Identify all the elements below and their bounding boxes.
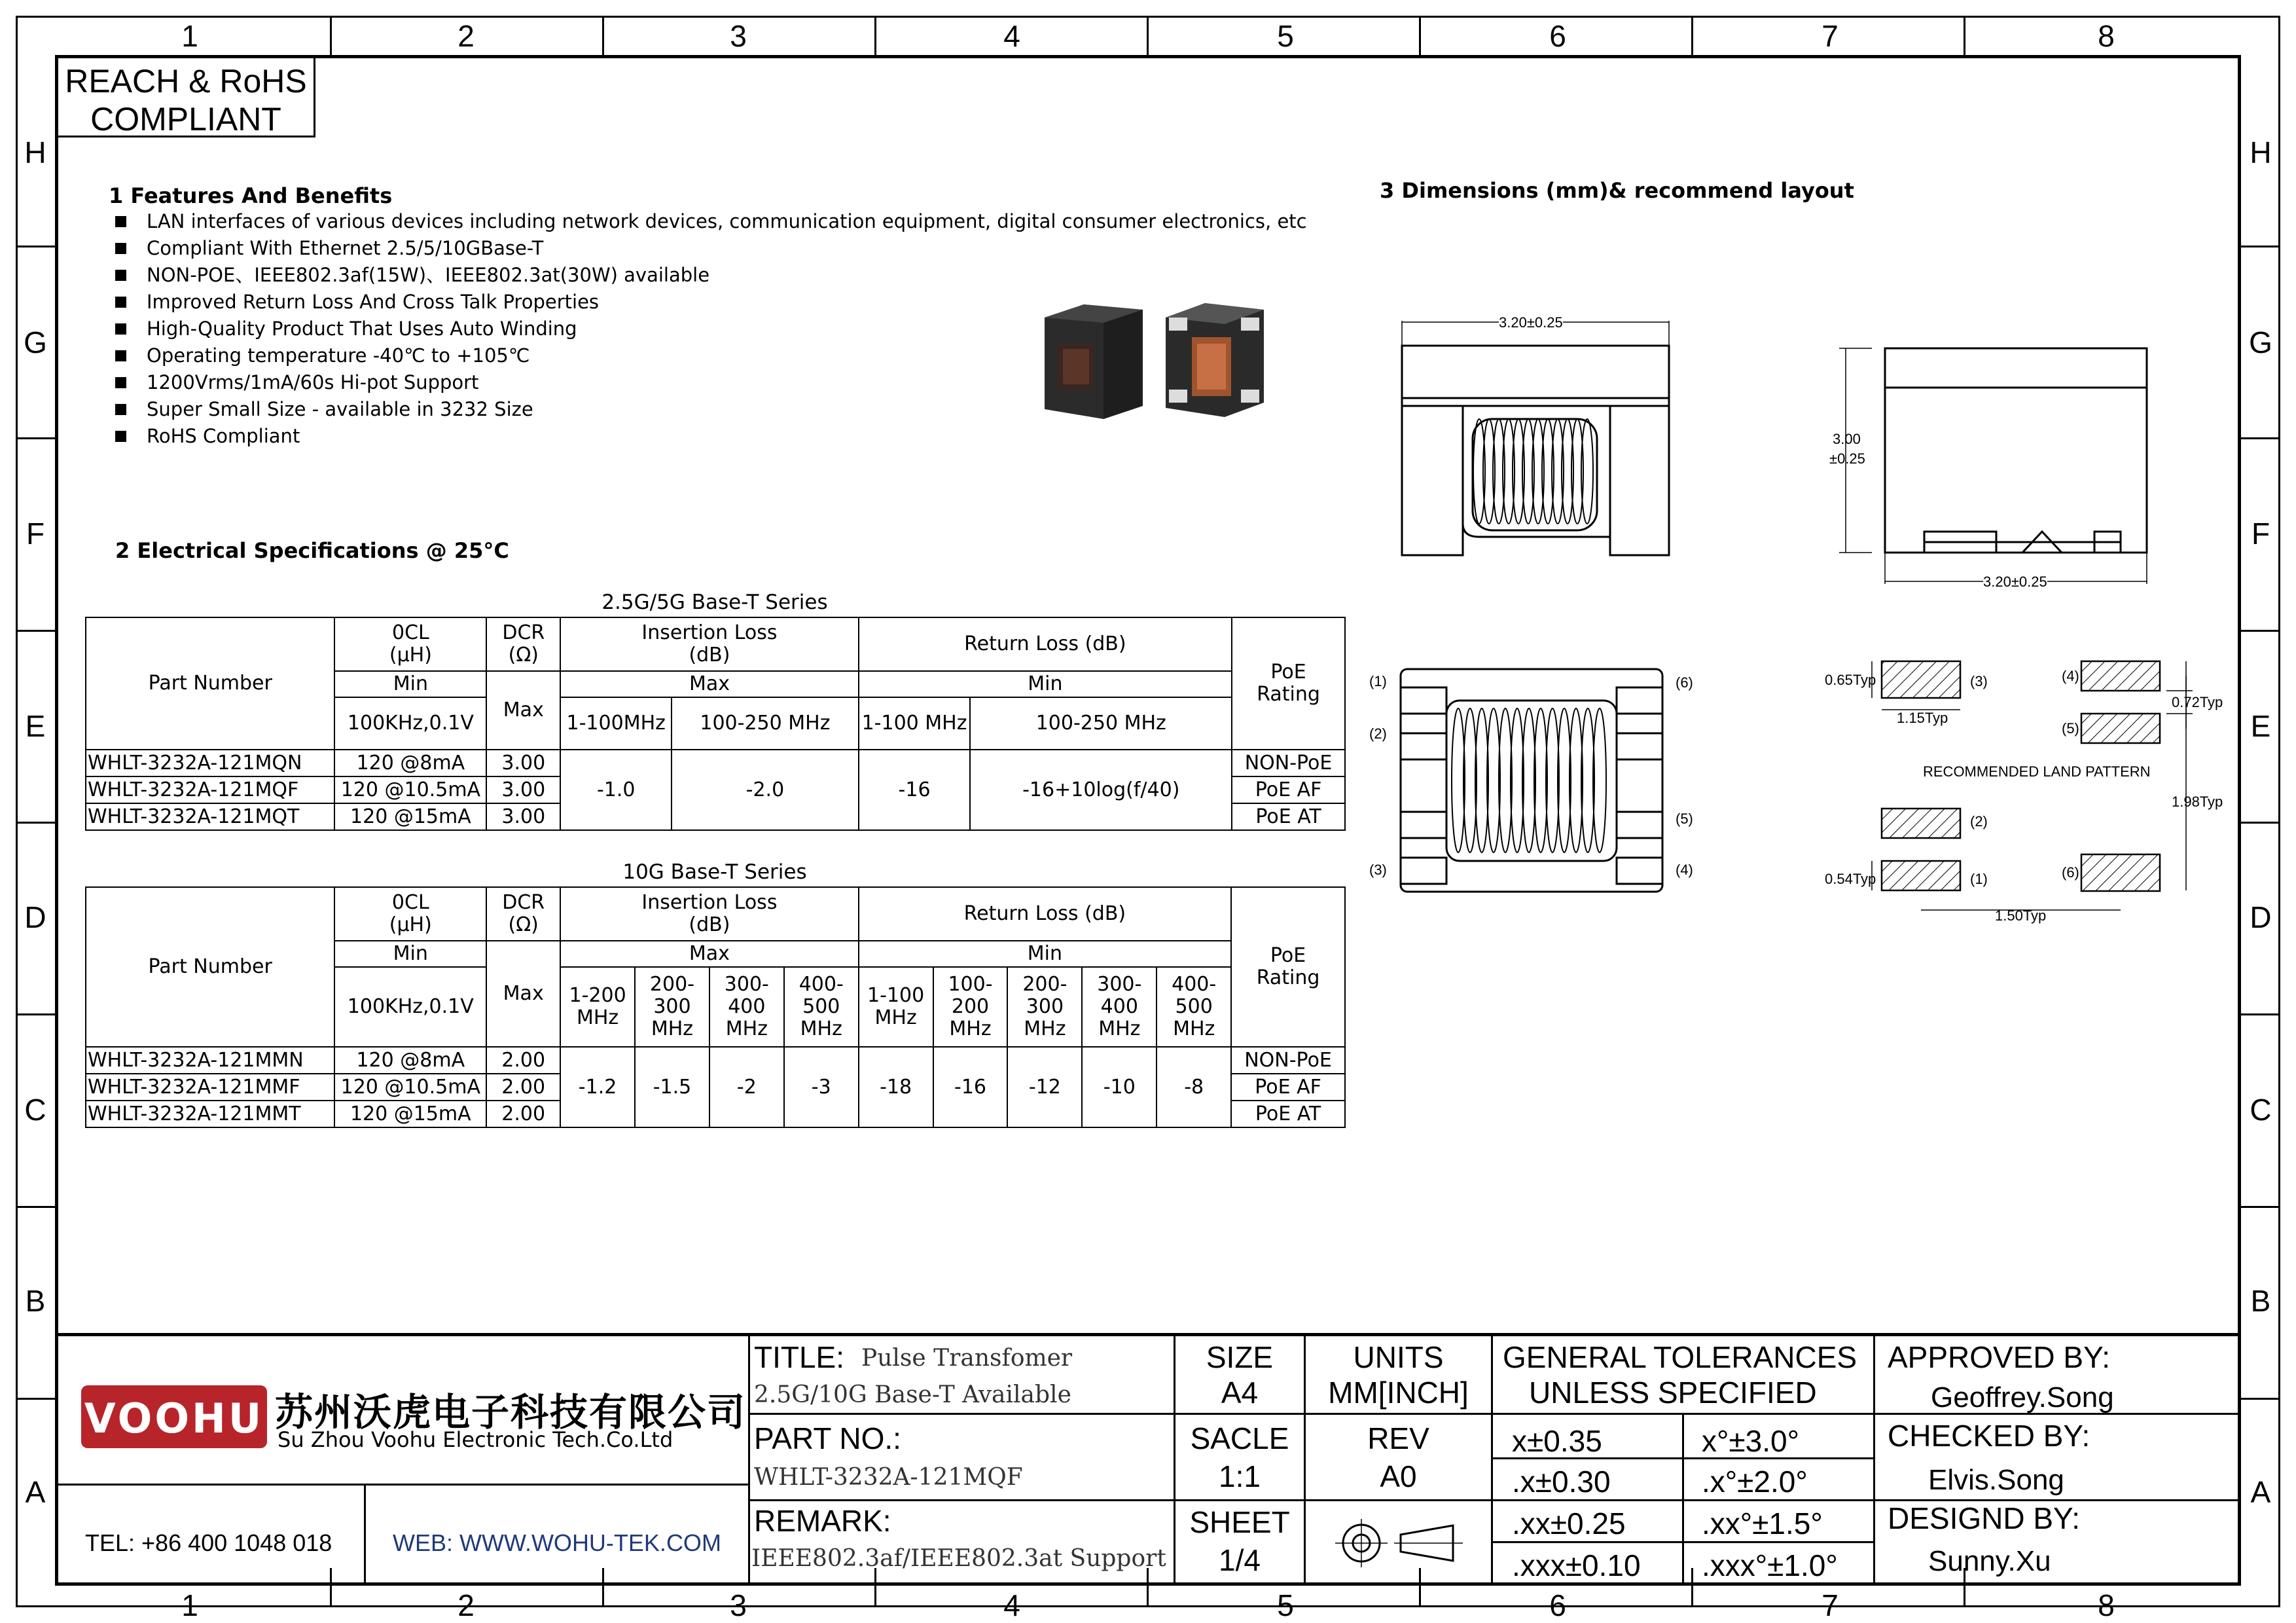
zone-column-label: 5 [1277,19,1294,53]
part-value: WHLT-3232A-121MQF [754,1464,1023,1491]
approved-value: Geoffrey.Song [1931,1381,2114,1413]
zone-row-label: A [25,1475,46,1509]
zone-tick [330,16,332,55]
header-poe: PoE [1270,661,1306,684]
zone-row-label: B [25,1284,46,1318]
contact-web: WEB: WWW.WOHU-TEK.COM [393,1529,721,1556]
dcr-value: 2.00 [486,1074,560,1101]
land-gap: 0.72Typ [2172,694,2223,710]
tb-v4 [1491,1333,1493,1586]
header-freq-2: 100-250 MHz [672,697,859,750]
header-rl-freq: 200- 300 MHz [1007,967,1082,1047]
zone-column-label: 1 [181,19,198,53]
zone-tick [1964,16,1965,55]
features-heading: 1 Features And Benefits [109,183,393,208]
zone-row-label: H [24,136,46,170]
feature-item: LAN interfaces of various devices including network devices, communication equipment, digital consumer electronics, etc [110,208,1307,235]
compliance-line-1: REACH & RoHS [65,63,307,100]
zone-tick [602,1568,604,1607]
zone-column-label: 1 [181,1588,198,1622]
table1-series-title: 2.5G/5G Base-T Series [601,591,828,614]
sheet-value: 1/4 [1219,1543,1261,1577]
dim-width-top: 3.20±0.25 [1499,314,1563,331]
zone-tick [1691,16,1693,55]
header-il-freq: 1-200 MHz [560,967,635,1047]
side-view-drawing [1826,327,2166,589]
feature-item: RoHS Compliant [110,423,1307,450]
tb-h1 [748,1413,1493,1415]
logo-text: VOOHU [84,1395,264,1442]
zone-row-label: D [2250,900,2272,934]
header-il-max: Max [560,941,859,967]
size-label: SIZE [1206,1340,1274,1374]
rev-label: REV [1367,1421,1429,1455]
rl-value: -16 [933,1047,1008,1127]
dim-height-tol: ±0.25 [1829,450,1865,467]
zone-tick [16,822,55,824]
company-name-cn: 苏州沃虎电子科技有限公司 [275,1390,747,1434]
header-il-freq: 400- 500 MHz [784,967,859,1047]
header-freq-3: 1-100 MHz [859,697,971,750]
zone-tick [2241,1013,2280,1015]
zone-row-label: C [24,1093,46,1127]
header-dcr-unit: (Ω) [508,644,539,666]
header-max: Max [486,941,560,1047]
dimensions-heading: 3 Dimensions (mm)& recommend layout [1380,178,1854,203]
title-block-top-line [55,1333,2241,1336]
header-freq-4: 100-250 MHz [970,697,1232,750]
tol-angle-2: .xx°±1.5° [1702,1506,1823,1541]
zone-tick [1691,1568,1693,1607]
zone-tick [874,16,876,55]
ocl-value: 120 @8mA [334,750,486,776]
zone-tick [16,1398,55,1400]
contact-split [364,1484,366,1586]
contact-divider [55,1484,749,1486]
land-pin-5: (5) [2062,720,2079,737]
zone-tick [1147,1568,1149,1607]
company-logo [81,1385,267,1448]
zone-row-label: B [2250,1284,2271,1318]
title-value: Pulse Transfomer [861,1345,1073,1372]
component-back-view [1166,303,1264,417]
part-label: PART NO.: [754,1421,901,1455]
tol-angle-1: .x°±2.0° [1702,1465,1808,1499]
projection-symbol-icon [1322,1514,1473,1573]
tolerance-title-1: GENERAL TOLERANCES [1503,1340,1857,1374]
tolerance-title-2: UNLESS SPECIFIED [1529,1376,1817,1410]
table-10g [85,886,1346,1128]
feature-item: 1200Vrms/1mA/60s Hi-pot Support [110,369,1307,396]
tb-v6 [1873,1333,1875,1586]
zone-row-label: G [2249,325,2272,359]
feature-item: Operating temperature -40℃ to +105℃ [110,342,1307,369]
il-value: -1.2 [560,1047,635,1127]
land-pin-1: (1) [1970,871,1988,887]
header-rl-freq: 100- 200 MHz [933,967,1008,1047]
zone-tick [874,1568,876,1607]
land-pin-2: (2) [1970,813,1988,830]
tol-angle-3: .xxx°±1.0° [1702,1548,1838,1582]
zone-tick [1147,16,1149,55]
units-value: MM[INCH] [1328,1376,1469,1410]
feature-item: High-Quality Product That Uses Auto Winding [110,316,1307,342]
header-il-unit: (dB) [689,644,730,666]
zone-tick [602,16,604,55]
tb-h5 [1491,1499,2241,1501]
land-pin-3: (3) [1970,673,1988,689]
rl-value: -12 [1007,1047,1082,1127]
company-name-en: Su Zhou Voohu Electronic Tech.Co.Ltd [278,1427,673,1452]
table-2-5g-5g [85,617,1346,831]
feature-item: Super Small Size - available in 3232 Size [110,396,1307,423]
header-ocl: 0CL [391,891,429,914]
pin-6-label: (6) [1676,674,1693,691]
zone-row-label: A [2250,1475,2271,1509]
zone-tick [16,1206,55,1208]
land-pad-height-2: 0.54Typ [1825,871,1876,887]
zone-row-label: E [2250,709,2271,743]
tb-v1 [748,1333,750,1586]
dcr-value: 3.00 [486,803,560,830]
ocl-value: 120 @10.5mA [334,1074,486,1101]
feature-item: NON-POE、IEEE802.3af(15W)、IEEE802.3at(30W) available [110,262,1307,289]
zone-tick [2241,630,2280,632]
front-view-drawing [1388,308,1695,570]
zone-tick [2241,822,2280,824]
header-dcr: DCR [502,891,545,914]
header-poe: PoE [1270,944,1306,967]
rl-value: -18 [859,1047,933,1127]
pin-1-label: (1) [1369,673,1387,689]
part-number: WHLT-3232A-121MQT [86,803,334,830]
zone-column-label: 6 [1549,19,1566,53]
tb-h2 [748,1499,1493,1501]
il-value: -3 [784,1047,859,1127]
poe-rating: NON-PoE [1232,750,1345,776]
pin-3-label: (3) [1369,862,1387,878]
zone-column-label: 6 [1549,1588,1566,1622]
land-pitch: 1.50Typ [1995,907,2047,924]
header-rl-freq: 1-100 MHz [859,967,933,1047]
zone-row-label: F [26,517,45,551]
zone-column-label: 5 [1277,1588,1294,1622]
top-view-drawing [1388,661,1695,903]
zone-column-label: 8 [2098,1588,2115,1622]
zone-tick [2241,437,2280,439]
header-rl-min: Min [859,941,1231,967]
header-rating: Rating [1257,683,1320,706]
zone-tick [330,1568,332,1607]
poe-rating: NON-PoE [1231,1047,1345,1074]
rl-value: -8 [1157,1047,1231,1127]
poe-rating: PoE AT [1232,803,1345,830]
land-pattern-drawing [1820,648,2212,936]
scale-value: 1:1 [1219,1459,1261,1493]
ocl-value: 120 @15mA [334,1101,486,1127]
il-value-1: -1.0 [560,750,672,830]
il-value-2: -2.0 [672,750,859,830]
size-value: A4 [1221,1376,1259,1410]
header-dcr: DCR [502,621,545,644]
component-front-view [1045,304,1143,419]
header-part-number: Part Number [86,617,334,750]
header-il-freq: 200- 300 MHz [635,967,709,1047]
zone-tick [1419,16,1421,55]
sheet-label: SHEET [1189,1505,1290,1539]
dim-height-value: 3.00 [1833,431,1861,447]
part-number: WHLT-3232A-121MQF [86,776,334,803]
header-dcr-unit: (Ω) [508,913,539,936]
ocl-value: 120 @15mA [334,803,486,830]
zone-row-label: F [2251,517,2270,551]
zone-row-label: E [25,709,46,743]
zone-tick [1419,1568,1421,1607]
zone-column-label: 2 [457,1588,475,1622]
tol-linear-1: .x±0.30 [1512,1465,1611,1499]
dcr-value: 3.00 [486,776,560,803]
ocl-value: 120 @8mA [334,1047,486,1074]
header-insertion-loss: Insertion Loss [641,891,778,914]
zone-row-label: H [2250,136,2272,170]
part-number: WHLT-3232A-121MQN [86,750,334,776]
header-min: Min [334,941,486,967]
header-condition: 100KHz,0.1V [334,697,486,750]
zone-column-label: 3 [730,19,747,53]
header-condition: 100KHz,0.1V [334,967,486,1047]
tol-angle-0: x°±3.0° [1702,1424,1799,1458]
rl-value: -10 [1082,1047,1157,1127]
tol-linear-0: x±0.35 [1512,1424,1602,1458]
zone-tick [2241,1398,2280,1400]
compliance-line-2: COMPLIANT [90,101,281,137]
pin-4-label: (4) [1676,862,1693,878]
land-pattern-title: RECOMMENDED LAND PATTERN [1923,763,2151,780]
zone-row-label: G [24,325,47,359]
header-ocl-unit: (µH) [389,913,432,936]
il-value: -2 [709,1047,784,1127]
compliance-box [56,56,315,137]
header-ocl: 0CL [392,621,429,644]
zone-column-label: 4 [1003,1588,1020,1622]
header-rl-min: Min [859,671,1232,697]
pin-2-label: (2) [1369,725,1387,742]
part-number: WHLT-3232A-121MMF [86,1074,334,1101]
title-value-2: 2.5G/10G Base-T Available [754,1381,1071,1408]
dim-width-side: 3.20±0.25 [1983,574,2047,590]
table2-series-title: 10G Base-T Series [622,860,807,884]
zone-tick [16,630,55,632]
zone-tick [16,1013,55,1015]
units-label: UNITS [1353,1340,1444,1374]
land-pin-6: (6) [2062,864,2079,881]
checked-value: Elvis.Song [1928,1464,2064,1496]
land-pad-width: 1.15Typ [1897,710,1948,726]
zone-column-label: 4 [1003,19,1020,53]
header-insertion-loss: Insertion Loss [641,621,778,644]
remark-value: IEEE802.3af/IEEE802.3at Support [751,1545,1166,1572]
designed-label: DESIGND BY: [1888,1501,2080,1535]
zone-tick [2241,246,2280,247]
header-freq-1: 1-100MHz [560,697,672,750]
header-max: Max [486,671,560,750]
header-il-max: Max [560,671,858,697]
approved-label: APPROVED BY: [1888,1340,2111,1374]
contact-tel: TEL: +86 400 1048 018 [85,1529,332,1556]
pin-5-label: (5) [1676,811,1693,827]
zone-row-label: D [24,900,46,934]
zone-column-label: 8 [2098,19,2115,53]
checked-label: CHECKED BY: [1888,1419,2090,1453]
il-value: -1.5 [635,1047,709,1127]
header-rl-freq: 300- 400 MHz [1082,967,1157,1047]
land-span: 1.98Typ [2172,793,2223,810]
poe-rating: PoE AF [1232,776,1345,803]
poe-rating: PoE AF [1231,1074,1345,1101]
land-pad-height: 0.65Typ [1825,672,1876,688]
zone-tick [16,246,55,247]
product-photo [1038,291,1287,426]
poe-rating: PoE AT [1231,1101,1345,1127]
title-label: TITLE: [754,1340,845,1374]
header-il-unit: (dB) [689,913,730,936]
part-number: WHLT-3232A-121MMT [86,1101,334,1127]
electrical-heading: 2 Electrical Specifications @ 25°C [115,538,509,563]
header-min: Min [334,671,486,697]
dcr-value: 2.00 [486,1101,560,1127]
tol-linear-2: .xx±0.25 [1512,1506,1626,1541]
header-return-loss: Return Loss (dB) [859,617,1232,671]
zone-column-label: 3 [730,1588,747,1622]
header-il-freq: 300- 400 MHz [709,967,784,1047]
zone-tick [16,437,55,439]
feature-item: Compliant With Ethernet 2.5/5/10GBase-T [110,235,1307,262]
rev-value: A0 [1380,1459,1417,1493]
header-rating: Rating [1256,966,1320,989]
zone-column-label: 7 [1821,19,1839,53]
land-pin-4: (4) [2062,668,2079,684]
scale-label: SACLE [1190,1421,1289,1455]
zone-tick [2241,1206,2280,1208]
rl-value-2: -16+10log(f/40) [970,750,1232,830]
dcr-value: 2.00 [486,1047,560,1074]
header-return-loss: Return Loss (dB) [859,887,1231,941]
feature-item: Improved Return Loss And Cross Talk Properties [110,289,1307,316]
designed-value: Sunny.Xu [1928,1545,2051,1577]
part-number: WHLT-3232A-121MMN [86,1047,334,1074]
remark-label: REMARK: [754,1504,891,1538]
zone-column-label: 2 [457,19,475,53]
tb-h6 [1491,1541,1873,1543]
zone-row-label: C [2250,1093,2272,1127]
header-ocl-unit: (µH) [389,644,432,666]
ocl-value: 120 @10.5mA [334,776,486,803]
tb-h3 [1491,1413,2241,1415]
header-part-number: Part Number [86,887,334,1047]
tol-linear-3: .xxx±0.10 [1512,1548,1641,1582]
zone-column-label: 7 [1821,1588,1839,1622]
rl-value-1: -16 [859,750,971,830]
dcr-value: 3.00 [486,750,560,776]
header-rl-freq: 400- 500 MHz [1157,967,1231,1047]
